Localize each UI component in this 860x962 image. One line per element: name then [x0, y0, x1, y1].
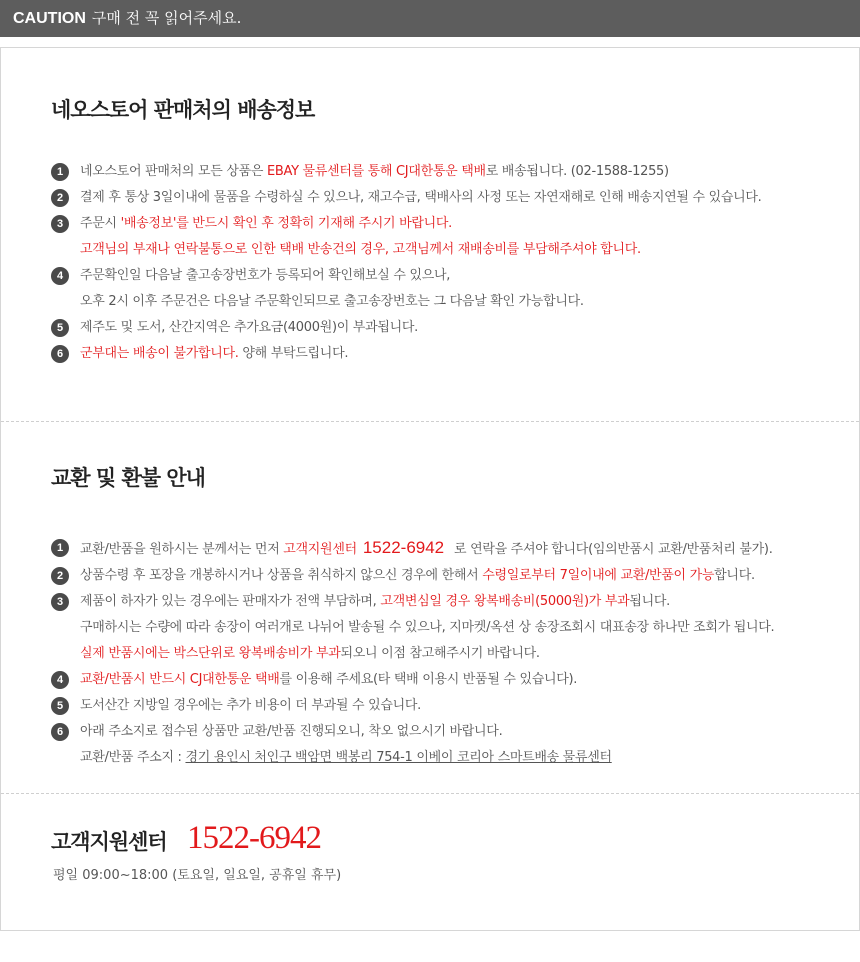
exchange-item-1: [51, 535, 774, 563]
info-panel: [0, 47, 860, 931]
text-segment: 아래 주소지로 접수된 상품만 교환/반품 진행되오니, 착오 없으시기 바랍니다.: [80, 724, 503, 739]
text-segment: 제품이 하자가 있는 경우에는 판매자가 전액 부담하며,: [80, 594, 381, 609]
text-segment: 상품수령 후 포장을 개봉하시거나 상품을 취식하지 않으신 경우에 한해서: [80, 568, 483, 583]
exchange-item-6: [51, 719, 774, 771]
section-divider: [1, 793, 859, 794]
shipping-title: 네오스토어 판매처의 배송정보: [51, 98, 315, 122]
text-segment: 로 배송됩니다. (02-1588-1255): [485, 164, 669, 179]
number-badge: 1: [51, 539, 69, 557]
text-segment: 양해 부탁드립니다.: [238, 346, 349, 361]
address-label: 교환/반품 주소지 :: [80, 750, 186, 765]
caution-text: 구매 전 꼭 읽어주세요.: [91, 9, 242, 27]
text-segment: 도서산간 지방일 경우에는 추가 비용이 더 부과될 수 있습니다.: [80, 698, 421, 713]
text-segment: 결제 후 통상 3일이내에 물품을 수령하실 수 있으나, 재고수급, 택배사의 사정 또는 자연재해로 인해 배송지연될 수 있습니다.: [80, 190, 762, 205]
text-segment: 주문시: [80, 216, 121, 231]
number-badge: 2: [51, 189, 69, 207]
text-segment: 되오니 이점 참고해주시기 바랍니다.: [340, 646, 540, 661]
support-center-label: 고객지원센터: [283, 542, 357, 557]
shipping-list: [51, 159, 761, 367]
shipping-item-6: [51, 341, 761, 367]
number-badge: 4: [51, 671, 69, 689]
text-segment: 합니다.: [714, 568, 755, 583]
text-segment: 제주도 및 도서, 산간지역은 추가요금(4000원)이 부과됩니다.: [80, 320, 418, 335]
exchange-item-3: [51, 589, 774, 667]
text-segment: 주문확인일 다음날 출고송장번호가 등록되어 확인해보실 수 있으나,: [80, 268, 451, 283]
support-title: 고객지원센터: [51, 830, 167, 854]
shipping-item-1: [51, 159, 761, 185]
text-segment: 교환/반품을 원하시는 분께서는 먼저: [80, 542, 284, 557]
return-address: 경기 용인시 처인구 백암면 백봉리 754-1 이베이 코리아 스마트배송 물류센터: [185, 750, 612, 765]
number-badge: 1: [51, 163, 69, 181]
text-segment: 네오스토어 판매처의 모든 상품은: [80, 164, 267, 179]
text-segment: 오후 2시 이후 주문건은 다음날 주문확인되므로 출고송장번호는 그 다음날 확인 가능합니다.: [80, 294, 584, 309]
support-phone-inline: 1522-6942: [362, 538, 445, 557]
shipping-item-5: [51, 315, 761, 341]
shipping-item-3: [51, 211, 761, 263]
highlight-text: 교환/반품시 반드시 CJ대한통운 택배: [80, 672, 280, 687]
number-badge: 3: [51, 215, 69, 233]
number-badge: 2: [51, 567, 69, 585]
caution-label: CAUTION: [13, 10, 86, 27]
highlight-text: '배송정보'를 반드시 확인 후 정확히 기재해 주시기 바랍니다.: [120, 216, 453, 231]
text-segment: 구매하시는 수량에 따라 송장이 여러개로 나뉘어 발송될 수 있으나, 지마켓/옥션 상 송장조회시 대표송장 하나만 조회가 됩니다.: [80, 620, 775, 635]
highlight-text: 고객변심일 경우 왕복배송비(5000원)가 부과: [380, 594, 630, 609]
exchange-item-2: [51, 563, 774, 589]
highlight-text: 고객님의 부재나 연락불통으로 인한 택배 반송건의 경우, 고객님께서 재배송비를 부담해주셔야 합니다.: [80, 242, 641, 257]
number-badge: 6: [51, 345, 69, 363]
text-segment: 됩니다.: [629, 594, 671, 609]
shipping-item-4: [51, 263, 761, 315]
support-phone: 1522-6942: [187, 820, 321, 856]
number-badge: 3: [51, 593, 69, 611]
support-hours: 평일 09:00~18:00 (토요일, 일요일, 공휴일 휴무): [53, 868, 342, 883]
highlight-text: 군부대는 배송이 불가합니다.: [80, 346, 239, 361]
shipping-item-2: [51, 185, 761, 211]
caution-bar: [0, 0, 860, 37]
number-badge: 5: [51, 697, 69, 715]
highlight-text: 수령일로부터 7일이내에 교환/반품이 가능: [482, 568, 715, 583]
section-divider: [1, 421, 859, 422]
highlight-text: 실제 반품시에는 박스단위로 왕복배송비가 부과: [80, 646, 341, 661]
exchange-item-4: [51, 667, 774, 693]
number-badge: 4: [51, 267, 69, 285]
number-badge: 5: [51, 319, 69, 337]
text-segment: 로 연락을 주셔야 합니다(임의반품시 교환/반품처리 불가).: [450, 542, 773, 557]
exchange-title: 교환 및 환불 안내: [51, 466, 205, 490]
text-segment: 를 이용해 주세요(타 택배 이용시 반품될 수 있습니다).: [279, 672, 578, 687]
number-badge: 6: [51, 723, 69, 741]
exchange-list: [51, 535, 774, 771]
highlight-text: EBAY 물류센터를 통해 CJ대한통운 택배: [266, 164, 486, 179]
exchange-item-5: [51, 693, 774, 719]
